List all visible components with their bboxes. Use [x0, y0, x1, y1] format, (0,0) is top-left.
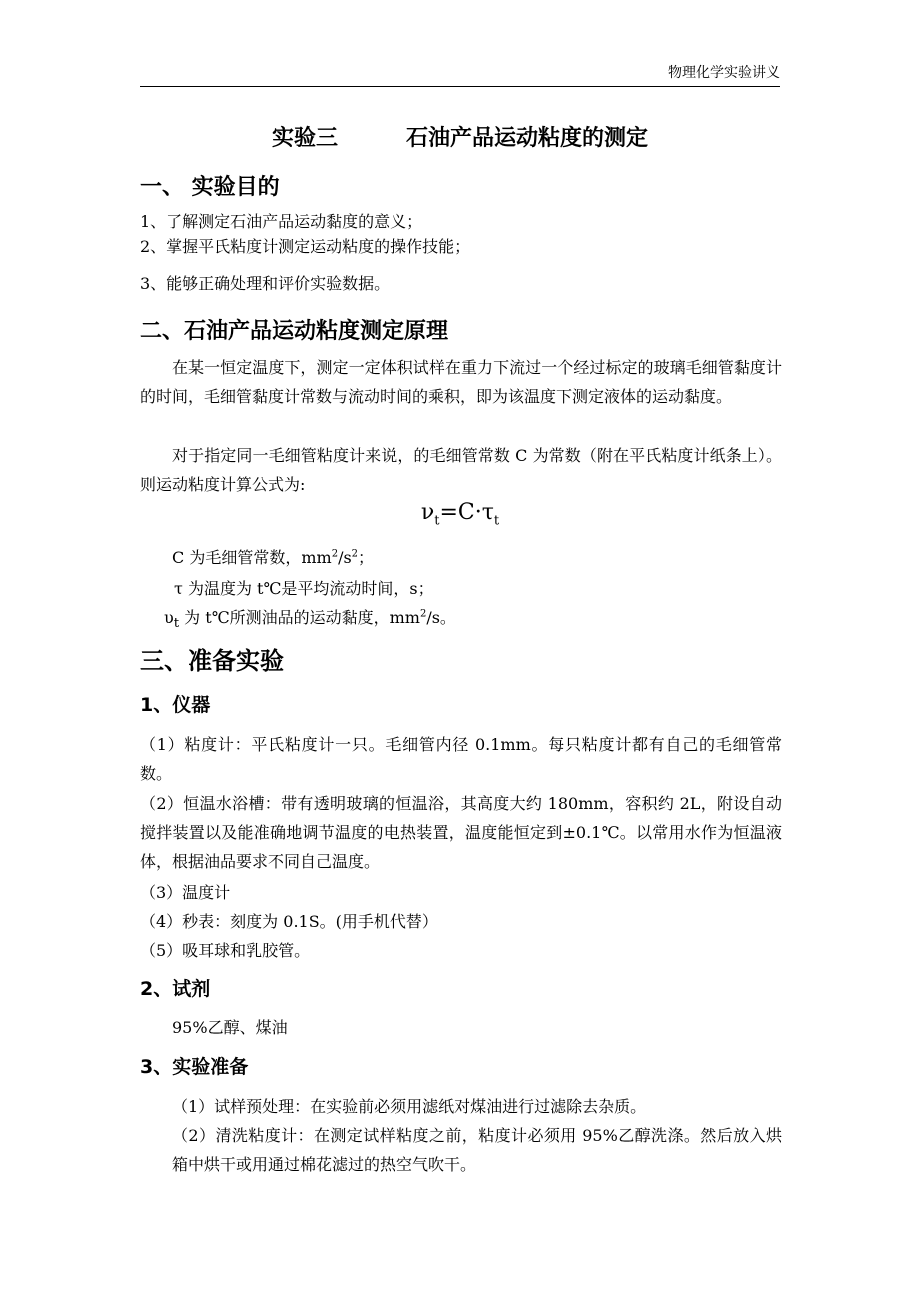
- section2-heading: 二、石油产品运动粘度测定原理: [140, 319, 449, 344]
- definition-c: [172, 545, 374, 568]
- definition-c-sup1: 2: [331, 548, 339, 560]
- preparation-heading: 3、实验准备: [140, 1056, 249, 1078]
- reagents-heading: 2、试剂: [140, 978, 211, 1000]
- objective-item-1: 1、了解测定石油产品运动黏度的意义；: [140, 212, 423, 231]
- instrument-item-1: （1）粘度计：平氏粘度计一只。毛细管内径 0.1mm。每只粘度计都有自己的毛细管常数。: [140, 735, 782, 783]
- instrument-item-3: （3）温度计: [140, 883, 231, 902]
- definition-nu-subscript: t: [173, 616, 180, 632]
- formula-nu-subscript: t: [434, 513, 440, 529]
- definition-nu-text: 为 t℃所测油品的运动黏度，mm: [179, 608, 420, 627]
- formula-nu: ν: [420, 500, 435, 525]
- definition-nu: [164, 605, 456, 632]
- definition-c-sup2: 2: [351, 548, 359, 560]
- document-title: [0, 121, 920, 152]
- principle-paragraph-2: 对于指定同一毛细管粘度计来说，的毛细管常数 C 为常数（附在平氏粘度计纸条上）。则运动粘度计算公式为:: [140, 446, 782, 494]
- preparation-item-1: （1）试样预处理：在实验前必须用滤纸对煤油进行过滤除去杂质。: [172, 1097, 647, 1116]
- principle-paragraph-1: 在某一恒定温度下，测定一定体积试样在重力下流过一个经过标定的玻璃毛细管黏度计的时间，毛细管黏度计常数与流动时间的乘积，即为该温度下测定液体的运动黏度。: [140, 358, 782, 406]
- definition-nu-symbol: υ: [164, 608, 174, 627]
- preparation-item-2: （2）清洗粘度计：在测定试样粘度之前，粘度计必须用 95%乙醇洗涤。然后放入烘箱中烘干或用通过棉花滤过的热空气吹干。: [172, 1126, 782, 1174]
- header-rule: [140, 86, 780, 87]
- definition-tau: τ 为温度为 t℃是平均流动时间，s；: [174, 579, 434, 598]
- running-header: 物理化学实验讲义: [668, 65, 780, 81]
- formula-rhs: =C·τ: [439, 500, 494, 525]
- formula-tau-subscript: t: [493, 513, 500, 529]
- definition-nu-sup: 2: [419, 608, 427, 620]
- instruments-heading: 1、仪器: [140, 694, 211, 716]
- instrument-item-4: （4）秒表：刻度为 0.1S。(用手机代替）: [140, 912, 438, 931]
- definition-nu-end: /s。: [426, 608, 456, 627]
- viscosity-formula: [0, 500, 920, 529]
- definition-c-mid: /s: [338, 548, 352, 567]
- instrument-item-5: （5）吸耳球和乳胶管。: [140, 941, 311, 960]
- section1-heading: 一、 实验目的: [140, 175, 280, 200]
- objective-item-3: 3、能够正确处理和评价实验数据。: [140, 274, 391, 293]
- objective-item-2: 2、掌握平氏粘度计测定运动粘度的操作技能；: [140, 237, 471, 256]
- title-experiment-number: 实验三: [271, 126, 338, 151]
- title-experiment-name: 石油产品运动粘度的测定: [406, 126, 649, 151]
- definition-c-end: ；: [358, 548, 375, 567]
- definition-c-text: C 为毛细管常数，mm: [172, 548, 332, 567]
- reagents-text: 95%乙醇、煤油: [172, 1018, 288, 1037]
- instrument-item-2: （2）恒温水浴槽：带有透明玻璃的恒温浴，其高度大约 180mm，容积约 2L，附设自动搅拌装置以及能准确地调节温度的电热装置，温度能恒定到±0.1℃。以常用水作为恒温液体，根据油品要求不同自己温度。: [140, 794, 782, 871]
- section3-heading: 三、准备实验: [140, 647, 284, 675]
